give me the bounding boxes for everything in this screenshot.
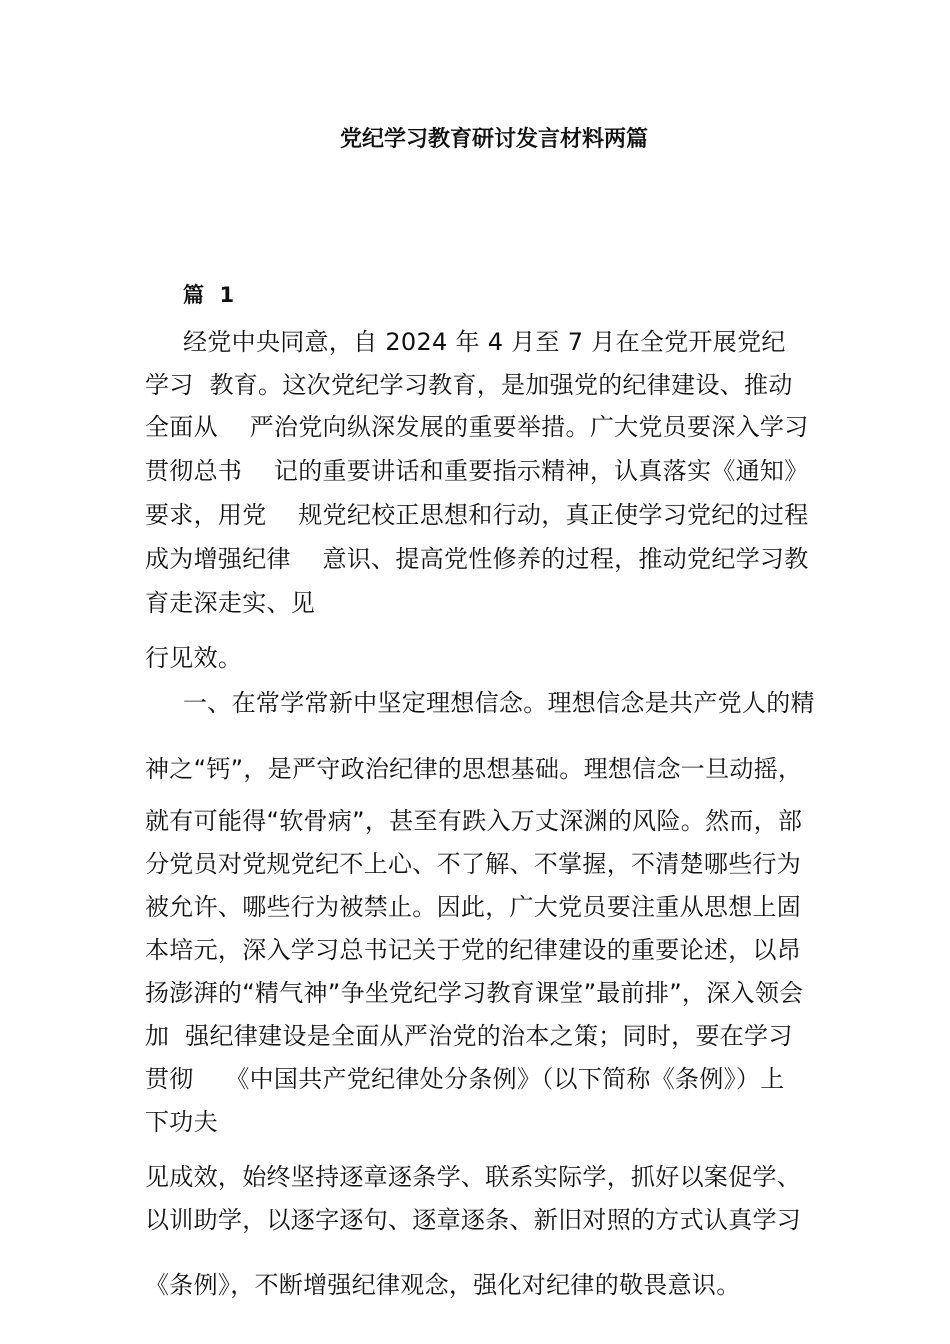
paragraph-line: 见成效，始终坚持逐章逐条学、联系实际学，抓好以案促学、 [145,1163,802,1191]
paragraph-line: 贯彻总书 记的重要讲话和重要指示精神，认真落实《通知》 [145,457,809,485]
paragraph-line: 行见效。 [145,644,243,672]
document-title: 党纪学习教育研讨发言材料两篇 [339,127,648,152]
paragraph-line: 要求，用党 规党纪校正思想和行动，真正使学习党纪的过程 [145,501,809,529]
paragraph-line: 神之“钙”，是严守政治纪律的思想基础。理想信念一旦动摇， [145,755,803,783]
paragraph-line: 加 强纪律建设是全面从严治党的治本之策；同时，要在学习 [145,1022,793,1050]
paragraph-line: 下功夫 [145,1108,218,1136]
section-label: 篇 1 [183,283,235,307]
paragraph-line: 被允许、哪些行为被禁止。因此，广大党员要注重从思想上固 [145,893,802,921]
paragraph-line: 经党中央同意，自 2024 年 4 月至 7 月在全党开展党纪 [183,328,786,356]
paragraph-line: 就有可能得“软骨病”，甚至有跌入万丈深渊的风险。然而，部 [145,807,803,835]
paragraph-line: 一、在常学常新中坚定理想信念。理想信念是共产党人的精 [183,689,815,717]
paragraph-line: 本培元，深入学习总书记关于党的纪律建设的重要论述，以昂 [145,936,802,964]
paragraph-line: 分党员对党规党纪不上心、不了解、不掌握，不清楚哪些行为 [145,850,802,878]
paragraph-line: 以训助学，以逐字逐句、逐章逐条、新旧对照的方式认真学习 [145,1206,802,1234]
paragraph-line: 学习 教育。这次党纪学习教育，是加强党的纪律建设、推动 [145,371,793,399]
paragraph-line: 全面从 严治党向纵深发展的重要举措。广大党员要深入学习 [145,413,809,441]
paragraph-line: 成为增强纪律 意识、提高党性修养的过程，推动党纪学习教 [145,545,809,573]
paragraph-line: 扬澎湃的“精气神”争坐党纪学习教育课堂”最前排”，深入领会 [145,979,804,1007]
paragraph-line: 贯彻 《中国共产党纪律处分条例》（以下简称《条例》）上 [145,1065,785,1093]
paragraph-line: 《条例》，不断增强纪律观念，强化对纪律的敬畏意识。 [145,1271,741,1299]
paragraph-line: 育走深走实、见 [145,589,316,617]
